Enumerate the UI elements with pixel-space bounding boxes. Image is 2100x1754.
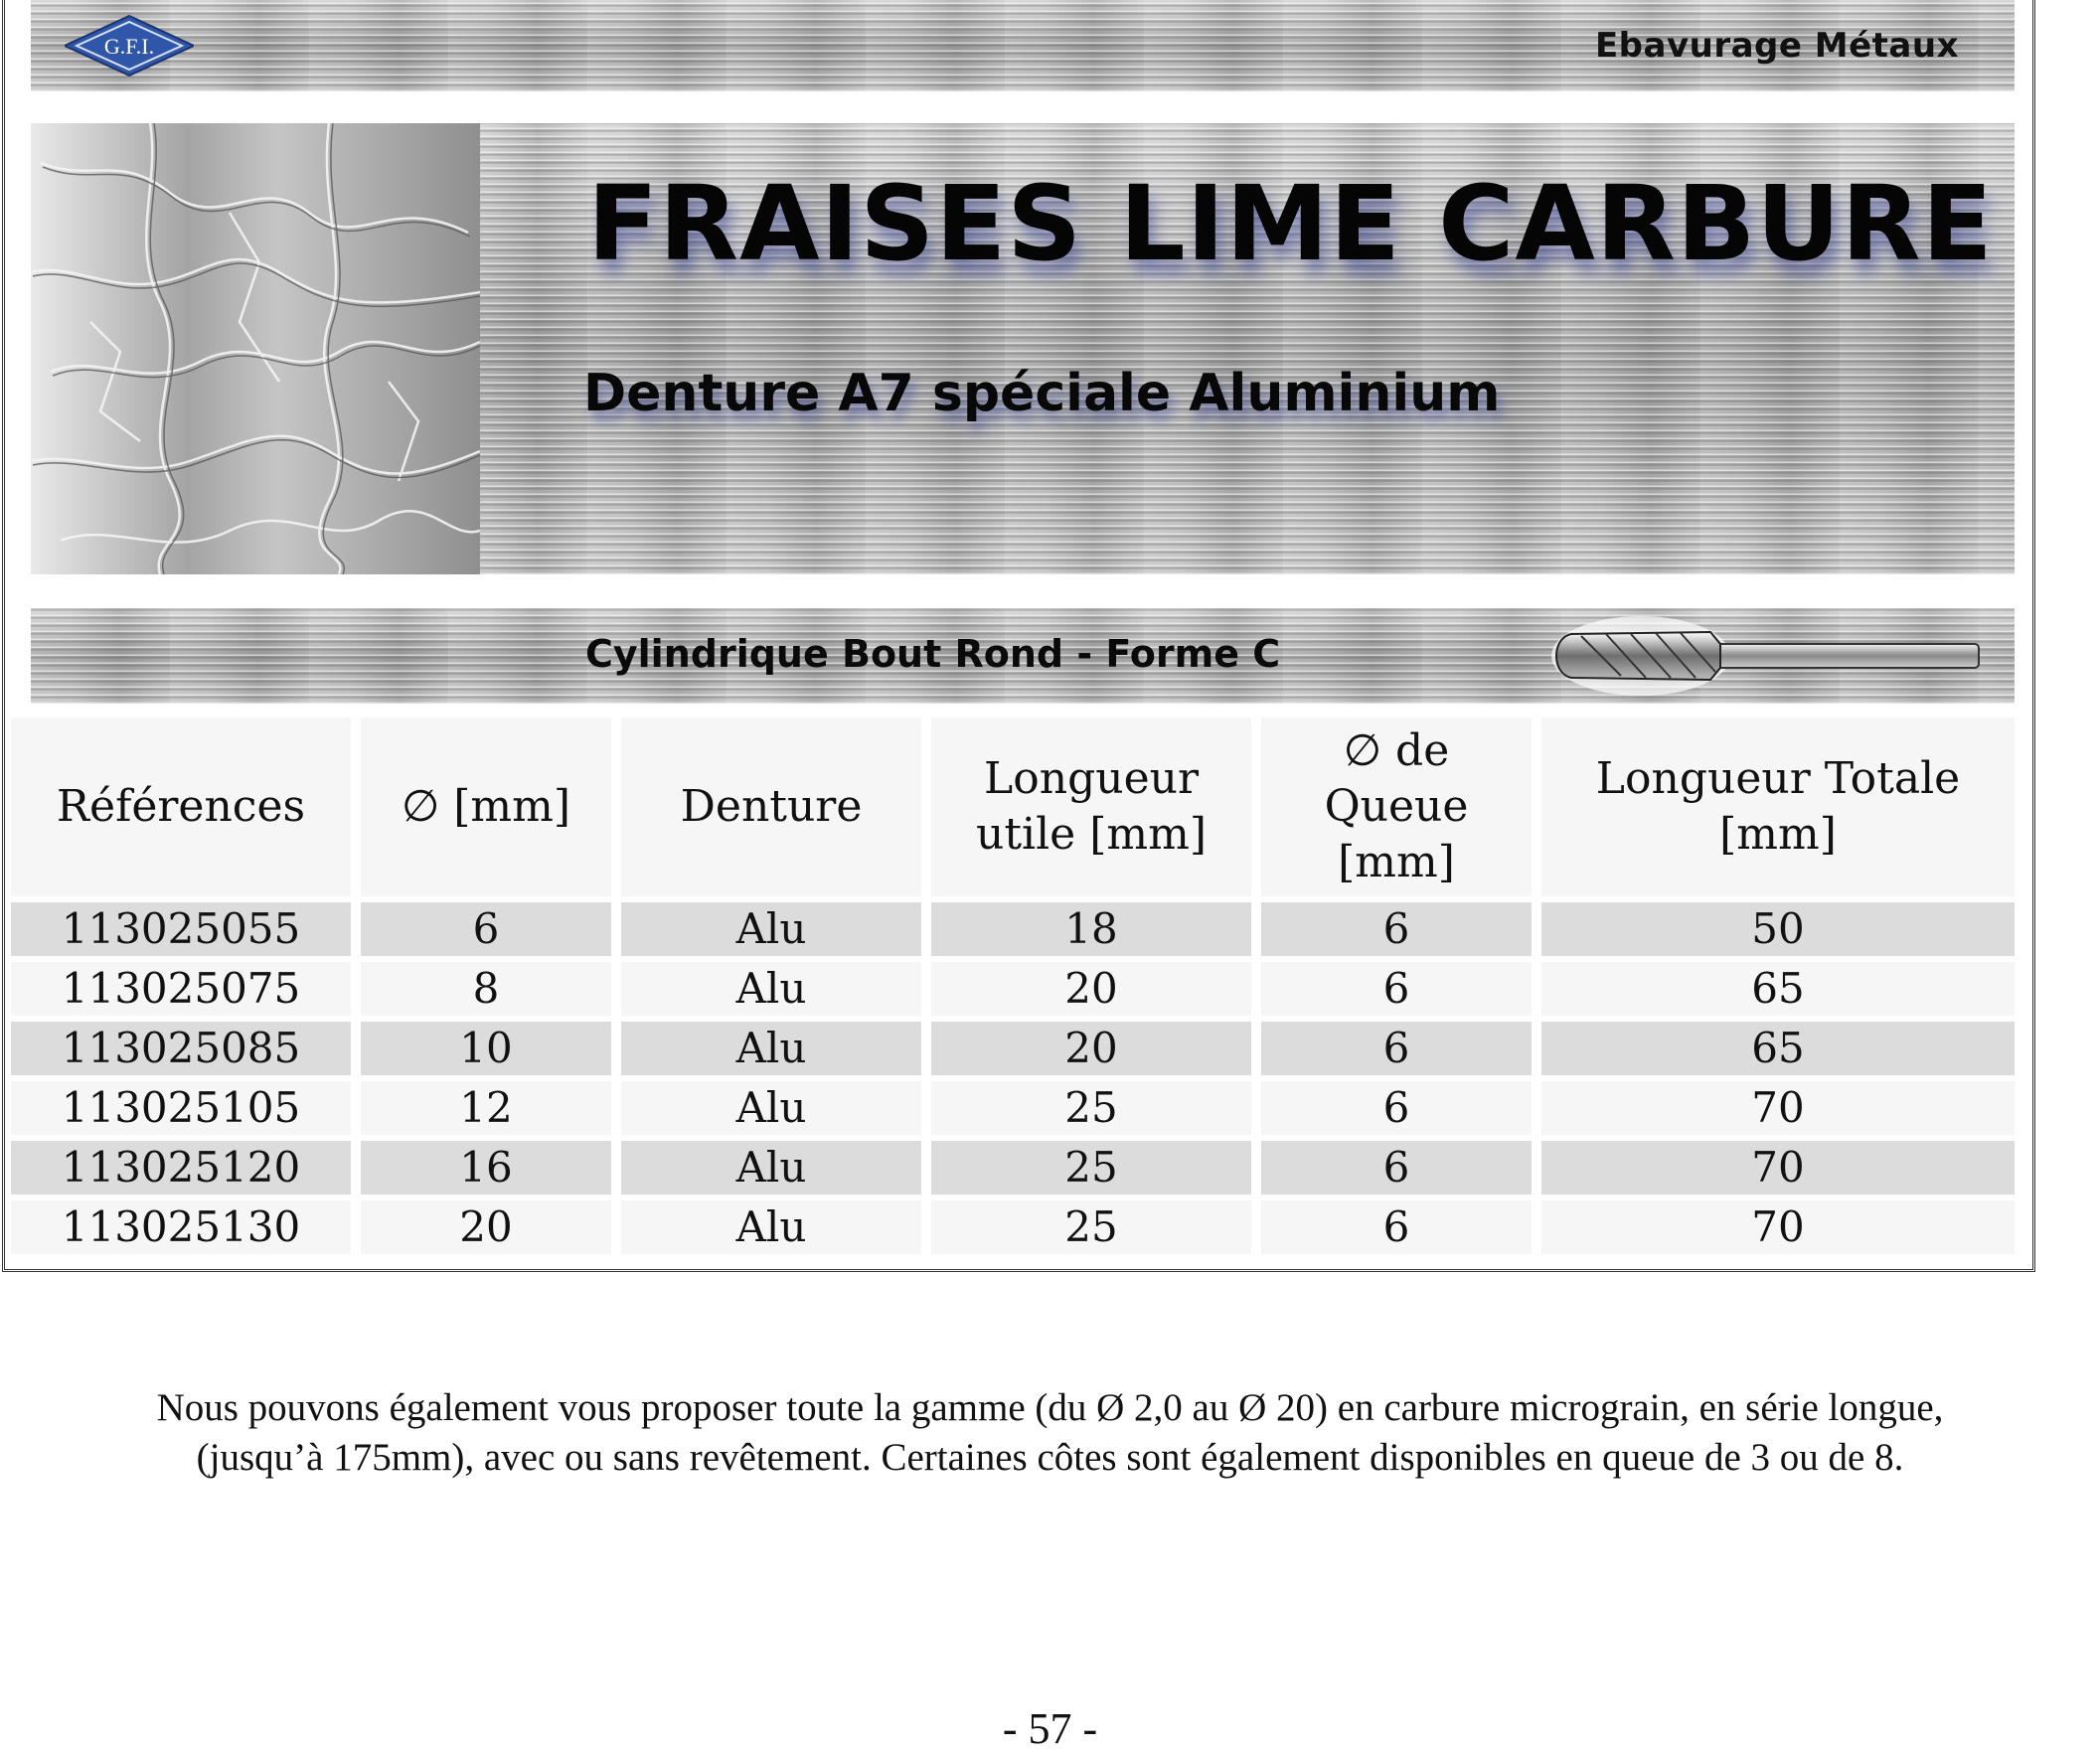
col-header-denture: Denture — [621, 718, 921, 896]
table-row — [11, 1200, 2015, 1254]
cell-total-length: 65 — [1541, 962, 2015, 1016]
table-row — [11, 1141, 2015, 1195]
product-title: FRAISES LIME CARBURE — [587, 163, 1994, 284]
shape-title: Cylindrique Bout Rond - Forme C — [585, 632, 1281, 676]
logo-text: G.F.I. — [103, 34, 155, 59]
cell-shank: 6 — [1261, 1022, 1532, 1075]
cell-denture: Alu — [621, 902, 921, 956]
page-number: - 57 - — [1002, 1704, 1098, 1753]
cell-reference: 113025075 — [11, 962, 351, 1016]
top-banner — [31, 0, 2015, 91]
cell-denture: Alu — [621, 1022, 921, 1075]
cell-total-length: 65 — [1541, 1022, 2015, 1075]
cell-denture: Alu — [621, 1141, 921, 1195]
cell-total-length: 70 — [1541, 1081, 2015, 1135]
cell-denture: Alu — [621, 1200, 921, 1254]
cell-denture: Alu — [621, 1081, 921, 1135]
hero-banner — [31, 123, 2015, 574]
cell-shank: 6 — [1261, 902, 1532, 956]
cell-reference: 113025120 — [11, 1141, 351, 1195]
cell-reference: 113025085 — [11, 1022, 351, 1075]
col-header-references: Références — [11, 718, 351, 896]
carbide-burr-icon — [1551, 614, 1989, 698]
product-note — [0, 1383, 2100, 1483]
cell-diameter: 6 — [361, 902, 611, 956]
section-title: Ebavurage Métaux — [1594, 26, 1959, 66]
col-header-shank-diameter: ∅ de Queue [mm] — [1261, 718, 1532, 896]
table-row — [11, 1022, 2015, 1075]
col-header-useful-length: Longueur utile [mm] — [931, 718, 1251, 896]
cell-total-length: 50 — [1541, 902, 2015, 956]
cracked-metal-image — [31, 123, 480, 574]
table-row — [11, 902, 2015, 956]
cell-shank: 6 — [1261, 962, 1532, 1016]
cell-useful-length: 20 — [931, 1022, 1251, 1075]
col-header-diameter: ∅ [mm] — [361, 718, 611, 896]
cell-diameter: 12 — [361, 1081, 611, 1135]
cell-reference: 113025130 — [11, 1200, 351, 1254]
cell-useful-length: 25 — [931, 1081, 1251, 1135]
cell-useful-length: 25 — [931, 1200, 1251, 1254]
table-header-row — [11, 718, 2015, 896]
gfi-logo — [65, 14, 194, 78]
cell-useful-length: 18 — [931, 902, 1251, 956]
note-line-2: (jusqu’à 175mm), avec ou sans revêtement. Certaines côtes sont également disponibles en queue de 3 ou de 8. — [196, 1436, 1904, 1479]
cell-total-length: 70 — [1541, 1141, 2015, 1195]
cell-diameter: 20 — [361, 1200, 611, 1254]
specs-table — [1, 712, 2024, 1260]
cell-reference: 113025105 — [11, 1081, 351, 1135]
cell-shank: 6 — [1261, 1200, 1532, 1254]
cell-reference: 113025055 — [11, 902, 351, 956]
cell-denture: Alu — [621, 962, 921, 1016]
cell-total-length: 70 — [1541, 1200, 2015, 1254]
table-row — [11, 962, 2015, 1016]
cell-useful-length: 20 — [931, 962, 1251, 1016]
note-line-1: Nous pouvons également vous proposer toute la gamme (du Ø 2,0 au Ø 20) en carbure micrograin, en série longue, — [156, 1386, 1944, 1429]
cell-diameter: 16 — [361, 1141, 611, 1195]
catalog-frame — [2, 0, 2035, 1272]
cell-diameter: 10 — [361, 1022, 611, 1075]
cell-shank: 6 — [1261, 1141, 1532, 1195]
crack-texture-icon — [31, 123, 480, 574]
product-subtitle: Denture A7 spéciale Aluminium — [583, 364, 1501, 423]
cell-useful-length: 25 — [931, 1141, 1251, 1195]
cell-shank: 6 — [1261, 1081, 1532, 1135]
col-header-total-length: Longueur Totale [mm] — [1541, 718, 2015, 896]
shape-banner — [31, 608, 2015, 704]
cell-diameter: 8 — [361, 962, 611, 1016]
table-row — [11, 1081, 2015, 1135]
